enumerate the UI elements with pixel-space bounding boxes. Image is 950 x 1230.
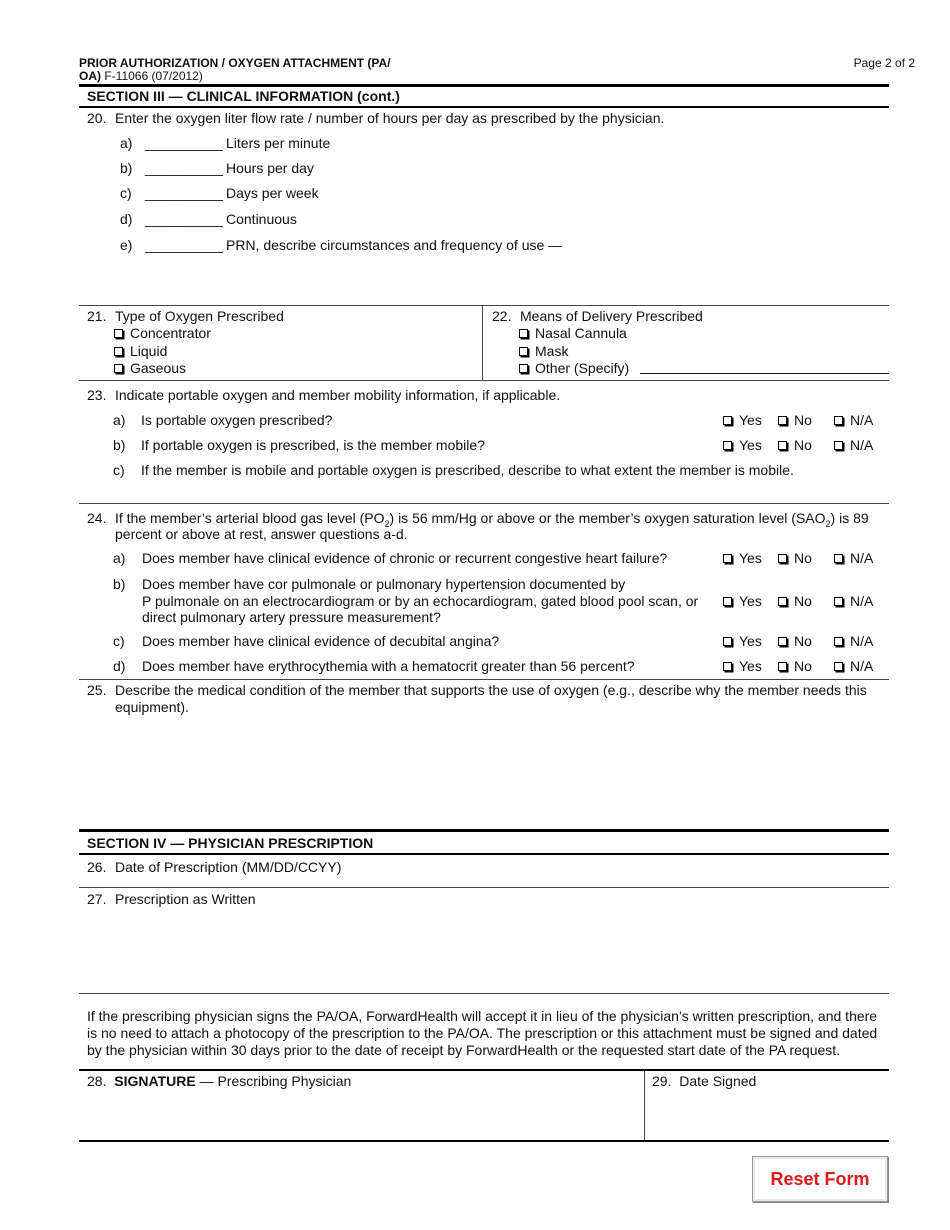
divider [79, 380, 889, 381]
q22-option-mask[interactable] [519, 343, 568, 359]
checkbox-icon[interactable] [834, 597, 843, 606]
yes-label: Yes [739, 633, 762, 649]
form-title: PRIOR AUTHORIZATION / OXYGEN ATTACHMENT (PA/ [79, 56, 391, 70]
q22-option-nasal-cannula[interactable] [519, 325, 627, 341]
subscript: 2 [384, 518, 390, 529]
q21-option-gaseous[interactable] [114, 360, 186, 376]
q20-number: 20. [87, 110, 107, 126]
q21-option-liquid[interactable] [114, 343, 167, 359]
option-label: Concentrator [130, 325, 211, 341]
yes-label: Yes [739, 658, 762, 674]
q24-b-text-line1: Does member have cor pulmonale or pulmonary hypertension documented by [142, 576, 626, 592]
q26-text: Date of Prescription (MM/DD/CCYY) [115, 859, 342, 875]
q20-d-label: Continuous [226, 211, 297, 227]
divider [79, 106, 889, 108]
na-label: N/A [850, 437, 874, 453]
checkbox-icon[interactable] [834, 637, 843, 646]
q24-b-letter: b) [113, 576, 126, 592]
checkbox-icon[interactable] [778, 597, 787, 606]
no-label: No [794, 437, 812, 453]
note-line-2: is no need to attach a photocopy of the prescription to the PA/OA. The prescription or this attachment must be signed and dated [87, 1025, 878, 1041]
no-label: No [794, 412, 812, 428]
checkbox-icon[interactable] [114, 329, 123, 338]
q23-c-letter: c) [113, 462, 125, 478]
q20-c-label: Days per week [226, 185, 319, 201]
checkbox-icon[interactable] [723, 597, 732, 606]
other-specify-field[interactable] [640, 373, 889, 374]
q27-number: 27. [87, 891, 107, 907]
q22-number: 22. [492, 308, 512, 324]
na-label: N/A [850, 593, 874, 609]
na-label: N/A [850, 412, 874, 428]
q23-b-no[interactable] [778, 437, 812, 453]
q24-d-na[interactable] [834, 658, 873, 674]
q24-a-no[interactable] [778, 550, 812, 566]
checkbox-icon[interactable] [834, 416, 843, 425]
q25-text-line2: equipment). [115, 699, 189, 715]
q20-a-blank[interactable]: __________ [145, 135, 223, 151]
q24-d-text: Does member have erythrocythemia with a hematocrit greater than 56 percent? [142, 658, 635, 674]
q20-d-blank[interactable]: __________ [145, 211, 223, 227]
na-label: N/A [850, 550, 874, 566]
q28-text: — Prescribing Physician [199, 1073, 352, 1089]
q24-text-part: ) is 56 mm/Hg or above or the member’s oxygen saturation level (SAO [389, 510, 826, 526]
q28-label [87, 1073, 351, 1089]
q20-d-letter: d) [120, 211, 133, 227]
no-label: No [794, 593, 812, 609]
checkbox-icon[interactable] [114, 347, 123, 356]
q23-a-no[interactable] [778, 412, 812, 428]
divider [644, 1071, 645, 1141]
subscript: 2 [825, 518, 831, 529]
q20-e-label: PRN, describe circumstances and frequency of use — [226, 237, 563, 253]
q24-d-no[interactable] [778, 658, 812, 674]
q20-b-blank[interactable]: __________ [145, 160, 223, 176]
no-label: No [794, 550, 812, 566]
q20-c-letter: c) [120, 185, 132, 201]
option-label: Mask [535, 343, 569, 359]
q24-a-yes[interactable] [723, 550, 762, 566]
q24-a-letter: a) [113, 550, 126, 566]
checkbox-icon[interactable] [723, 554, 732, 563]
divider [79, 853, 889, 855]
section-3-title: SECTION III — CLINICAL INFORMATION (cont.) [87, 88, 400, 104]
q23-b-yes[interactable] [723, 437, 762, 453]
q24-b-na[interactable] [834, 593, 873, 609]
q20-b-letter: b) [120, 160, 133, 176]
checkbox-icon[interactable] [834, 441, 843, 450]
q24-a-na[interactable] [834, 550, 873, 566]
q27-text: Prescription as Written [115, 891, 256, 907]
checkbox-icon[interactable] [519, 364, 528, 373]
divider [482, 305, 483, 380]
divider [79, 84, 889, 87]
note-line-1: If the prescribing physician signs the PA/OA, ForwardHealth will accept it in lieu of the physician’s written prescription, and there [87, 1008, 878, 1024]
q22-text: Means of Delivery Prescribed [520, 308, 703, 324]
q21-option-concentrator[interactable] [114, 325, 211, 341]
q20-c-blank[interactable]: __________ [145, 185, 223, 201]
q25-text-line1: Describe the medical condition of the member that supports the use of oxygen (e.g., describe why the member needs this [115, 682, 867, 698]
q20-a-label: Liters per minute [226, 135, 331, 151]
checkbox-icon[interactable] [778, 416, 787, 425]
q24-d-letter: d) [113, 658, 126, 674]
divider [79, 1069, 889, 1071]
divider [79, 1140, 889, 1142]
q24-b-no[interactable] [778, 593, 812, 609]
form-code: F-11066 (07/2012) [104, 69, 203, 83]
na-label: N/A [850, 633, 874, 649]
yes-label: Yes [739, 412, 762, 428]
yes-label: Yes [739, 437, 762, 453]
q24-c-na[interactable] [834, 633, 873, 649]
q23-text: Indicate portable oxygen and member mobility information, if applicable. [115, 387, 561, 403]
na-label: N/A [850, 658, 874, 674]
q23-a-yes[interactable] [723, 412, 762, 428]
q23-b-letter: b) [113, 437, 126, 453]
note-line-3: by the physician within 30 days prior to the date of receipt by ForwardHealth or the requested start date of the PA request. [87, 1042, 841, 1058]
q21-text: Type of Oxygen Prescribed [115, 308, 284, 324]
divider [79, 993, 889, 994]
q24-text-part: If the member’s arterial blood gas level (PO [115, 510, 385, 526]
q23-b-text: If portable oxygen is prescribed, is the member mobile? [141, 437, 485, 453]
no-label: No [794, 658, 812, 674]
checkbox-icon[interactable] [723, 416, 732, 425]
q29-text: Date Signed [679, 1073, 757, 1089]
q23-a-text: Is portable oxygen prescribed? [141, 412, 333, 428]
divider [79, 679, 889, 680]
signature-bold: SIGNATURE [114, 1073, 196, 1089]
q20-a-letter: a) [120, 135, 133, 151]
q28-number: 28. [87, 1073, 107, 1089]
q24-c-yes[interactable] [723, 633, 762, 649]
q23-a-na[interactable] [834, 412, 873, 428]
q23-number: 23. [87, 387, 107, 403]
q24-b-text-line3: direct pulmonary artery pressure measurement? [142, 609, 441, 625]
checkbox-icon[interactable] [834, 662, 843, 671]
option-label: Nasal Cannula [535, 325, 627, 341]
q23-c-text: If the member is mobile and portable oxygen is prescribed, describe to what extent the member is mobile. [141, 462, 794, 478]
yes-label: Yes [739, 550, 762, 566]
divider [79, 305, 889, 306]
q20-e-blank[interactable]: __________ [145, 237, 223, 253]
checkbox-icon[interactable] [519, 347, 528, 356]
checkbox-icon[interactable] [114, 364, 123, 373]
q21-number: 21. [87, 308, 107, 324]
section-4-title: SECTION IV — PHYSICIAN PRESCRIPTION [87, 835, 374, 851]
divider [79, 503, 889, 504]
q24-text-line2: percent or above at rest, answer questions a-d. [115, 526, 408, 542]
checkbox-icon[interactable] [519, 329, 528, 338]
q26-number: 26. [87, 859, 107, 875]
checkbox-icon[interactable] [834, 554, 843, 563]
checkbox-icon[interactable] [778, 554, 787, 563]
option-label: Other (Specify) [535, 360, 630, 376]
page-number: Page 2 of 2 [853, 56, 915, 70]
checkbox-icon[interactable] [723, 441, 732, 450]
q24-a-text: Does member have clinical evidence of chronic or recurrent congestive heart failure? [142, 550, 668, 566]
checkbox-icon[interactable] [723, 662, 732, 671]
option-label: Gaseous [130, 360, 187, 376]
q25-number: 25. [87, 682, 107, 698]
q23-a-letter: a) [113, 412, 126, 428]
q24-text-part: ) is 89 [830, 510, 869, 526]
q24-c-letter: c) [113, 633, 125, 649]
q24-number: 24. [87, 510, 107, 526]
no-label: No [794, 633, 812, 649]
q20-b-label: Hours per day [226, 160, 314, 176]
checkbox-icon[interactable] [723, 637, 732, 646]
q23-b-na[interactable] [834, 437, 873, 453]
option-label: Liquid [130, 343, 168, 359]
q29-label [652, 1073, 756, 1089]
q20-e-letter: e) [120, 237, 133, 253]
q24-c-no[interactable] [778, 633, 812, 649]
q24-d-yes[interactable] [723, 658, 762, 674]
yes-label: Yes [739, 593, 762, 609]
q24-c-text: Does member have clinical evidence of decubital angina? [142, 633, 500, 649]
form-title-continued: OA) [79, 69, 101, 83]
form-code-line [79, 70, 203, 83]
q29-number: 29. [652, 1073, 672, 1089]
checkbox-icon[interactable] [778, 662, 787, 671]
reset-form-button[interactable]: Reset Form [752, 1156, 888, 1202]
q24-b-yes[interactable] [723, 593, 762, 609]
divider [79, 887, 889, 888]
checkbox-icon[interactable] [778, 441, 787, 450]
q20-text: Enter the oxygen liter flow rate / number of hours per day as prescribed by the physician. [115, 110, 665, 126]
checkbox-icon[interactable] [778, 637, 787, 646]
q24-b-text-line2: P pulmonale on an electrocardiogram or by an echocardiogram, gated blood pool scan, or [142, 593, 699, 609]
q22-option-other[interactable] [519, 360, 629, 376]
divider [79, 829, 889, 832]
